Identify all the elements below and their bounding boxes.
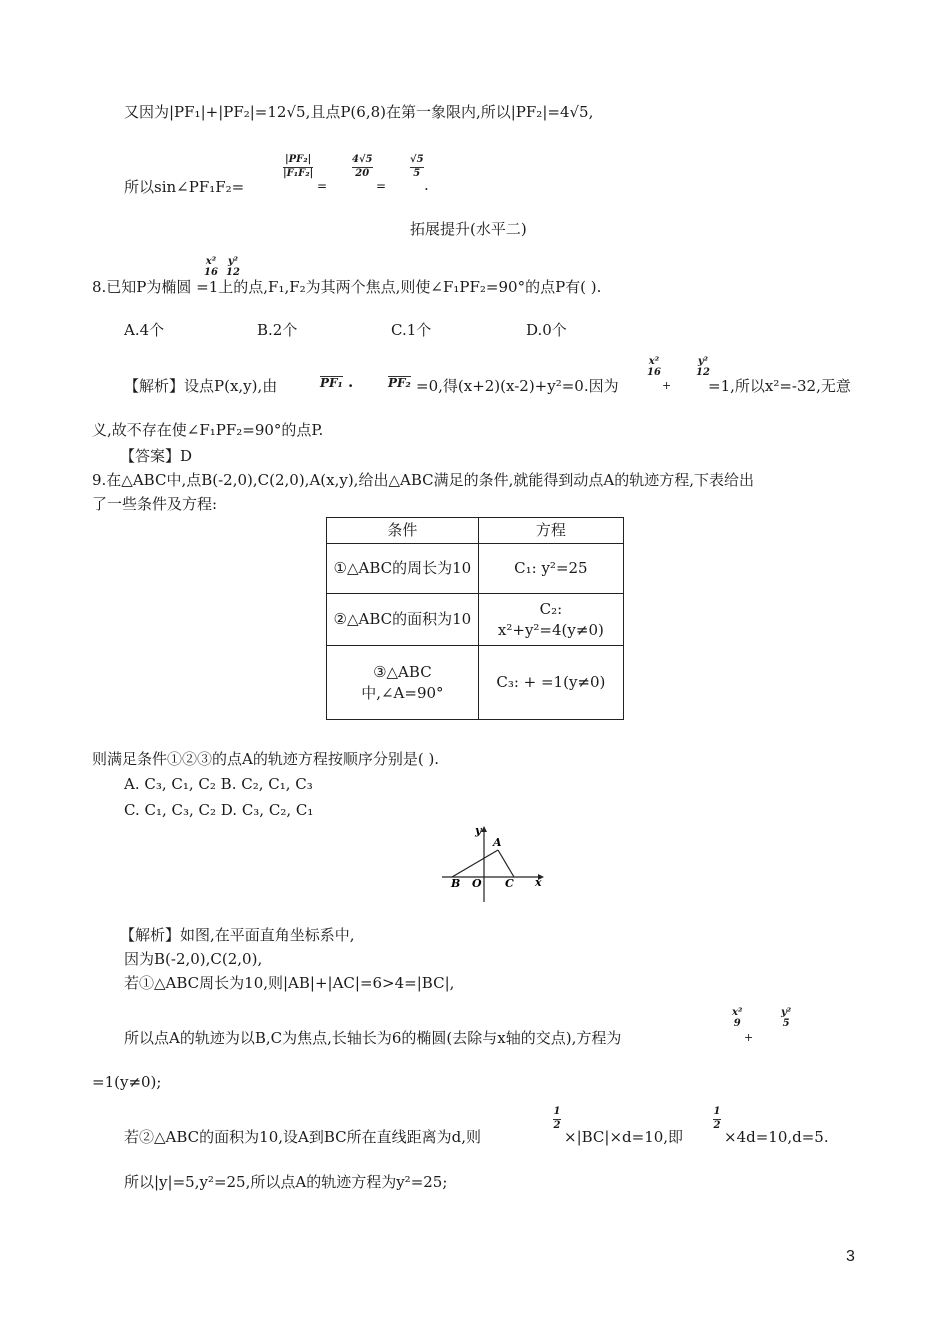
y-axis-arrow (481, 826, 487, 832)
label-o: O (472, 877, 482, 890)
fraction: y² 12 (226, 256, 240, 278)
table-header: 条件 (327, 518, 479, 544)
table-cell: ①△ABC的周长为10 (327, 544, 479, 594)
equals-sign: = (317, 179, 328, 193)
period: . (424, 176, 429, 194)
question-9-cont: 了一些条件及方程: (92, 495, 218, 513)
label-b: B (451, 877, 461, 890)
solution-text: 因为B(-2,0),C(2,0), (124, 950, 263, 968)
solution-text: 若②△ABC的面积为10,设A到BC所在直线距离为d,则 (124, 1128, 481, 1146)
question-8: 8.已知P为椭圆 =1上的点,F₁,F₂为其两个焦点,则使∠F₁PF₂=90°的点P有( ). (92, 278, 602, 296)
conditions-table (326, 517, 624, 720)
solution-text: =1(y≠0); (92, 1073, 162, 1091)
question-9-ask: 则满足条件①②③的点A的轨迹方程按顺序分别是( ). (92, 750, 440, 768)
options-cd: C. C₁, C₃, C₂ D. C₃, C₂, C₁ (124, 801, 314, 819)
table-cell: C₂: x²+y²=4(y≠0) (478, 594, 623, 646)
solution-text: =1,所以x²=-32,无意 (708, 377, 851, 395)
option-a: A.4个 (124, 321, 165, 339)
table-cell: C₁: y²=25 (478, 544, 623, 594)
fraction: y² 5 (781, 1007, 792, 1029)
solution-text: =0,得(x+2)(x-2)+y²=0.因为 (416, 377, 619, 395)
fraction: x² 16 (647, 356, 661, 378)
fraction: 4√5 20 (352, 154, 373, 179)
fraction: 1 2 (553, 1106, 561, 1131)
solution-text: 所以点A的轨迹为以B,C为焦点,长轴长为6的椭圆(去除与x轴的交点),方程为 (124, 1029, 622, 1047)
plus-sign: + (662, 379, 672, 392)
text-line: 又因为|PF₁|+|PF₂|=12√5,且点P(6,8)在第一象限内,所以|PF₂|=4√5, (124, 103, 594, 121)
fraction: x² 16 (204, 256, 218, 278)
equals-sign: = (376, 179, 387, 193)
vector-pf1: PF₁ (320, 376, 343, 390)
solution-text: ×4d=10,d=5. (724, 1128, 829, 1146)
table-cell: ③△ABC中,∠A=90° (327, 646, 479, 720)
answer: 【答案】D (120, 447, 193, 465)
question-9: 9.在△ABC中,点B(-2,0),C(2,0),A(x,y),给出△ABC满足的条件,就能得到动点A的轨迹方程,下表给出 (92, 471, 754, 489)
solution-text: 所以|y|=5,y²=25,所以点A的轨迹方程为y²=25; (124, 1173, 448, 1191)
coordinate-figure (438, 822, 546, 904)
table-header: 方程 (478, 518, 623, 544)
label-c: C (505, 877, 514, 890)
fraction: x² 9 (732, 1007, 743, 1029)
solution-text: 【解析】设点P(x,y),由 (124, 377, 278, 395)
text-line: 所以sin∠PF₁F₂= (124, 178, 245, 196)
page-number: 3 (846, 1248, 855, 1265)
options-ab: A. C₃, C₁, C₂ B. C₂, C₁, C₃ (124, 775, 313, 793)
vector-pf2: PF₂ (388, 376, 411, 390)
label-y: y (475, 824, 482, 837)
plus-sign: + (744, 1031, 754, 1044)
fraction: |PF₂| |F₁F₂| (283, 154, 314, 179)
solution-text: 若①△ABC周长为10,则|AB|+|AC|=6>4=|BC|, (124, 974, 455, 992)
table-cell: C₃: + =1(y≠0) (478, 646, 623, 720)
dot-operator: · (348, 377, 354, 395)
option-d: D.0个 (526, 321, 567, 339)
segment-ba (452, 850, 498, 877)
option-b: B.2个 (257, 321, 298, 339)
segment-ac (498, 850, 514, 877)
fraction: 1 2 (713, 1106, 721, 1131)
solution-text: 义,故不存在使∠F₁PF₂=90°的点P. (92, 421, 324, 439)
label-x: x (535, 876, 542, 889)
solution-text: 【解析】如图,在平面直角坐标系中, (120, 926, 355, 944)
section-title: 拓展提升(水平二) (410, 220, 527, 238)
fraction: √5 5 (410, 154, 424, 179)
solution-text: ×|BC|×d=10,即 (564, 1128, 684, 1146)
table-cell: ②△ABC的面积为10 (327, 594, 479, 646)
option-c: C.1个 (391, 321, 432, 339)
label-a: A (493, 836, 502, 849)
fraction: y² 12 (696, 356, 710, 378)
